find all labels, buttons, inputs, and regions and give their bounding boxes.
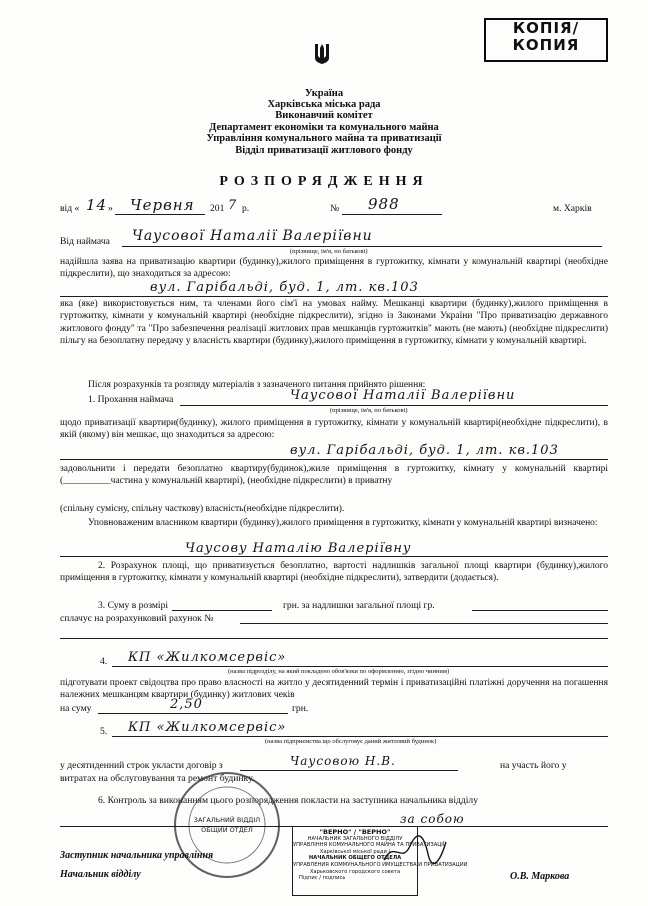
- address-2: вул. Гарібальді, буд. 1, лт. кв.103: [290, 443, 559, 458]
- address-1-underline: [60, 296, 608, 297]
- number-underline: [342, 214, 442, 215]
- blank-line: [60, 638, 608, 639]
- stamp-line-3: УПРАВЛІННЯ КОМУНАЛЬНОГО МАЙНА ТА ПРИВАТИЗАЦІЇ: [293, 842, 445, 849]
- date-underline: [115, 214, 205, 215]
- item5-caption: (назва підприємства що обслуговує даний житловий будинок): [265, 738, 437, 745]
- header-council: Харківська міська рада: [267, 99, 381, 110]
- paragraph-area-calc: 2. Розрахунок площі, що приватизується безоплатно, вартості надлишків загальної площі квартири (будинку),жилого приміщення в гуртожитку, кімнати у комунальній квартирі (необхідне підкреслити), затвердити (додається).: [60, 561, 608, 584]
- copy-stamp: [484, 18, 608, 62]
- round-seal-icon: [172, 770, 282, 880]
- round-seal-text-2: ОБЩИЙ ОТДЕЛ: [201, 826, 253, 834]
- address-1: вул. Гарібальді, буд. 1, лт. кв.103: [150, 280, 419, 295]
- copy-stamp-line2: КОПИЯ: [512, 36, 580, 54]
- tenant-label: Від наймача: [60, 236, 110, 247]
- date-prefix: від «: [60, 203, 80, 214]
- paragraph-application: надійшла заява на приватизацію квартири (будинку),жилого приміщення в гуртожитку, кімнати у комунальній квартирі (необхідне підкреслити), що знаходиться за адресою:: [60, 257, 608, 280]
- item1-name: Чаусової Наталії Валеріївни: [290, 388, 516, 403]
- item5-underline: [112, 736, 608, 737]
- sum-value: 2,50: [170, 697, 203, 712]
- stamp-line-5: НАЧАЛЬНИК ОБЩЕГО ОТДЕЛА: [308, 855, 402, 862]
- address-2-underline: [60, 459, 608, 460]
- chief-name: О.В. Маркова: [510, 871, 570, 882]
- stamp-line-6: УПРАВЛЕНИЯ КОММУНАЛЬНОГО ИМУЩЕСТВА И ПРИВАТИЗАЦИИ: [293, 861, 468, 868]
- document-title: РОЗПОРЯДЖЕННЯ: [219, 174, 429, 189]
- item1-underline: [180, 405, 608, 406]
- stamp-line-7: Харьковского городского совета: [309, 868, 401, 875]
- number-label: №: [330, 203, 340, 214]
- stamp-line-2: НАЧАЛЬНИК ЗАГАЛЬНОГО ВІДДІЛУ: [307, 835, 403, 842]
- item6-control: 6. Контроль за виконанням цього розпорядження покласти на заступника начальника відділу: [98, 795, 478, 806]
- paragraph-certificate: підготувати проект свідоцтва про право власності на житло у десятиденний термін і приватизаційні платіжні доручення на погашення належних мешканцям квартири (будинку) житлових чеків: [60, 678, 608, 701]
- contract-text-c: витратах на обслуговування та ремонт будинку.: [60, 773, 255, 784]
- paragraph-privatization: щодо приватизації квартири(будинку), жилого приміщення в гуртожитку, кімнати у комунальній квартирі(необхідне підкреслити), в якій (якому) він мешкає, що знаходиться за адресою:: [60, 418, 608, 441]
- contract-text-a: у десятиденний строк укласти договір з: [60, 760, 223, 771]
- header-directorate: Управління комунального майна та приватизації: [206, 133, 442, 144]
- sum-underline: [172, 610, 272, 611]
- control-note: за собою: [400, 812, 465, 826]
- owner-name: Чаусову Наталію Валеріївну: [185, 541, 412, 556]
- copy-stamp-line1: КОПІЯ/: [512, 19, 580, 37]
- paragraph-transfer: задовольнити і передати безоплатно квартиру(будинок),жиле приміщення в гуртожитку, кімнату у комунальній квартирі (__________частина у комунальній квартирі), (необхідне підкреслити) в приватну: [60, 464, 608, 487]
- item4-label: 4.: [100, 656, 108, 667]
- contract-text-b: на участь його у: [500, 760, 567, 771]
- item5-label: 5.: [100, 726, 108, 737]
- date-month: Червня: [130, 196, 195, 214]
- item4-caption: (назва підрозділу, на який покладено обов'язки по оформленню, згідно чинним): [228, 668, 450, 675]
- header-country: Україна: [304, 88, 344, 99]
- stamp-line-8: Підпис / подпись: [299, 875, 346, 882]
- header-department: Департамент економіки та комунального майна: [209, 122, 439, 133]
- date-day: 14: [86, 196, 108, 214]
- item3-text: грн. за надлишки загальної площі гр.: [283, 600, 435, 611]
- round-seal-text-1: ЗАГАЛЬНИЙ ВІДДІЛ: [193, 816, 261, 824]
- contract-person: Чаусовою Н.В.: [290, 754, 396, 768]
- city: м. Харків: [553, 203, 592, 214]
- item4-name: КП «Жилкомсервіс»: [128, 650, 287, 665]
- stamp-line-4: Харківської міської ради /: [319, 848, 391, 855]
- item1-caption: (прізвище, ім'я, по батькові): [330, 407, 408, 414]
- tenant-name: Чаусової Наталії Валеріївни: [132, 228, 373, 244]
- account-underline: [240, 623, 608, 624]
- item3-account: сплачує на розрахунковий рахунок №: [60, 613, 214, 624]
- date-mid: »: [108, 203, 113, 214]
- trident-emblem-icon: [313, 42, 331, 66]
- item3-label: 3. Суму в розмірі: [98, 600, 169, 611]
- stamp-line-1: "ВЕРНО" / "ВЕРНО": [319, 828, 391, 836]
- order-number: 988: [368, 195, 400, 213]
- paragraph-ownership: (спільну сумісну, спільну часткову) власність(необхідне підкреслити).: [60, 504, 345, 514]
- paragraph-owner: Уповноваженим власником квартири (будинку),жилого приміщення в гуртожитку, кімнати у комунальній квартирі визначено:: [88, 518, 598, 528]
- owner-underline: [60, 556, 608, 557]
- sum-label: на суму: [60, 703, 92, 714]
- sum-value-underline: [98, 713, 288, 714]
- item1-label: 1. Прохання наймача: [88, 394, 174, 405]
- deputy-title: Заступник начальника управління: [60, 850, 214, 861]
- date-year-digit: 7: [228, 198, 238, 213]
- date-year-prefix: 201: [210, 203, 225, 214]
- tenant-caption: (прізвище, ім'я, по батькові): [290, 248, 368, 255]
- sum-unit: грн.: [292, 703, 309, 714]
- paragraph-usage: яка (яке) використовується ним, та членами його сім'ї на умовах найму. Мешканці квартири (будинку),жилого приміщення в гуртожитку, кімнати у комунальній квартирі (необхідне підкреслити), згідно із Законами України "Про приватизацію державного житлового фонду" та "Про забезпечення реалізації житлових прав мешканців гуртожитків" мають (не мають) (необхідне підкреслити) пільгу на безоплатну передачу у власність квартири (будинку),жилого приміщення в гуртожитку, кімнати у комунальній квартирі.: [60, 299, 608, 347]
- tenant-underline: [122, 246, 602, 247]
- signature-icon: [380, 830, 450, 870]
- item5-name: КП «Жилкомсервіс»: [128, 720, 287, 735]
- date-year-suffix: р.: [242, 203, 250, 214]
- chief-title: Начальник відділу: [60, 869, 141, 880]
- header-committee: Виконавчий комітет: [275, 110, 373, 121]
- item4-underline: [112, 666, 608, 667]
- paragraph-decision: Після розрахунків та розгляду матеріалів з зазначеного питання прийнято рішення:: [88, 380, 426, 390]
- header-division: Відділ приватизації житлового фонду: [235, 145, 413, 156]
- payer-underline: [472, 610, 608, 611]
